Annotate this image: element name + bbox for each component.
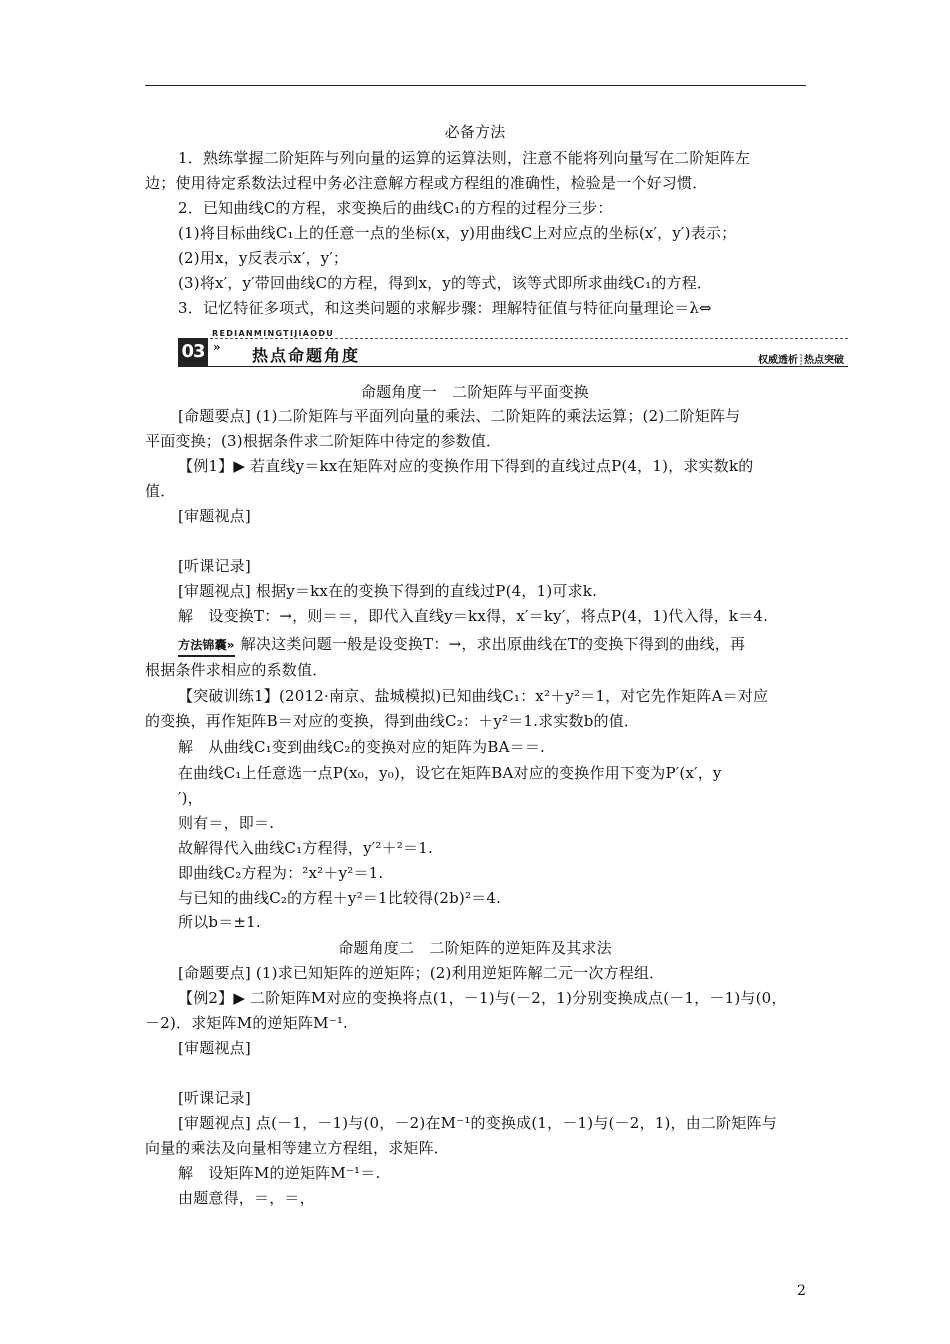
angle2-line: [听课记录]	[178, 1089, 251, 1107]
method-line: 2．已知曲线C的方程，求变换后的曲线C₁的方程的过程分三步：	[178, 199, 613, 217]
angle1-line: ′)，	[178, 789, 203, 807]
angle1-line: 解决这类问题一般是设变换T：→，求出原曲线在T的变换下得到的曲线，再	[240, 635, 746, 653]
angle1-line: 值．	[145, 482, 176, 500]
banner-bottom-rule	[178, 366, 848, 367]
angle1-method-line	[178, 634, 745, 657]
angle1-line: 根据条件求相应的系数值．	[145, 661, 328, 679]
angle1-line: 与已知的曲线C₂的方程＋y²＝1比较得(2b)²＝4.	[178, 889, 502, 907]
angle2-heading: 命题角度二 二阶矩阵的逆矩阵及其求法	[338, 939, 612, 957]
method-line: (3)将x′，y′带回曲线C的方程，得到x，y的等式，该等式即所求曲线C₁的方程．	[178, 274, 713, 292]
banner-number: 03	[178, 338, 208, 366]
angle1-heading: 命题角度一 二阶矩阵与平面变换	[360, 383, 589, 401]
method-line: (1)将目标曲线C₁上的任意一点的坐标(x，y)用曲线C上对应点的坐标(x′，y′)表示；	[178, 224, 737, 242]
angle1-line: [命题要点] (1)二阶矩阵与平面列向量的乘法、二阶矩阵的乘法运算；(2)二阶矩阵与	[178, 407, 741, 425]
angle1-line: 【突破训练1】(2012·南京、盐城模拟)已知曲线C₁：x²＋y²＝1，对它先作矩阵A＝对应	[178, 687, 769, 705]
angle2-line: [审题视点]	[178, 1039, 251, 1057]
method-line: 3．记忆特征多项式，和这类问题的求解步骤：理解特征值与特征向量理论＝λ⇔	[178, 299, 712, 317]
angle1-line: 在曲线C₁上任意选一点P(x₀，y₀)，设它在矩阵BA对应的变换作用下变为P′(x′，y	[178, 764, 722, 782]
angle1-line: 解 设变换T：→，则＝＝，即代入直线y＝kx得，x′＝ky′，将点P(4，1)代入得，k＝4.	[178, 607, 769, 625]
top-rule	[145, 85, 806, 86]
angle1-line: [审题视点]	[178, 507, 251, 525]
angle2-line: 解 设矩阵M的逆矩阵M⁻¹＝.	[178, 1164, 381, 1182]
banner-title: 热点命题角度	[252, 346, 361, 365]
angle1-line: 即曲线C₂方程为：²x²＋y²＝1.	[178, 864, 384, 882]
angle2-line: 【例2】▶ 二阶矩阵M对应的变换将点(1，－1)与(－2，1)分别变换成点(－1，－1)与(0，	[178, 989, 787, 1007]
angle1-line: [审题视点] 根据y＝kx在的变换下得到的直线过P(4，1)可求k.	[178, 582, 598, 600]
angle2-line: 由题意得，＝，＝，	[178, 1189, 315, 1207]
method-line: 边；使用待定系数法过程中务必注意解方程或方程组的准确性，检验是一个好习惯．	[145, 174, 708, 192]
banner-tagline: 权威透析┊热点突破	[757, 355, 844, 366]
section-heading: 必备方法	[444, 123, 506, 141]
method-badge: 方法锦囊»	[178, 635, 235, 657]
banner-pinyin: REDIANMINGTIJIAODU	[212, 329, 335, 338]
section-banner	[178, 329, 848, 368]
angle1-line: 所以b＝±1.	[178, 913, 261, 931]
angle1-line: 的变换，再作矩阵B＝对应的变换，得到曲线C₂：＋y²＝1.求实数b的值．	[145, 712, 640, 730]
angle1-line: 故解得代入曲线C₁方程得，y′²＋²＝1.	[178, 839, 433, 857]
angle2-line: －2)．求矩阵M的逆矩阵M⁻¹.	[145, 1014, 349, 1032]
angle1-line: 【例1】▶ 若直线y＝kx在矩阵对应的变换作用下得到的直线过点P(4，1)，求实数k的	[178, 457, 754, 475]
banner-dashed-rule	[210, 338, 848, 339]
banner-arrow-icon: »	[213, 340, 221, 354]
method-line: (2)用x，y反表示x′，y′；	[178, 249, 349, 267]
method-line: 1．熟练掌握二阶矩阵与列向量的运算的运算法则，注意不能将列向量写在二阶矩阵左	[178, 149, 751, 167]
angle2-line: 向量的乘法及向量相等建立方程组，求矩阵．	[145, 1139, 450, 1157]
angle2-line: [命题要点] (1)求已知矩阵的逆矩阵；(2)利用逆矩阵解二元一次方程组．	[178, 964, 665, 982]
angle1-line: 平面变换；(3)根据条件求二阶矩阵中待定的参数值．	[145, 432, 502, 450]
angle2-line: [审题视点] 点(－1，－1)与(0，－2)在M⁻¹的变换成(1，－1)与(－2，1)，由二阶矩阵与	[178, 1114, 777, 1132]
page-number: 2	[797, 1283, 806, 1299]
angle1-line: 则有＝，即＝.	[178, 814, 275, 832]
angle1-line: 解 从曲线C₁变到曲线C₂的变换对应的矩阵为BA＝＝.	[178, 738, 546, 756]
angle1-line: [听课记录]	[178, 557, 251, 575]
